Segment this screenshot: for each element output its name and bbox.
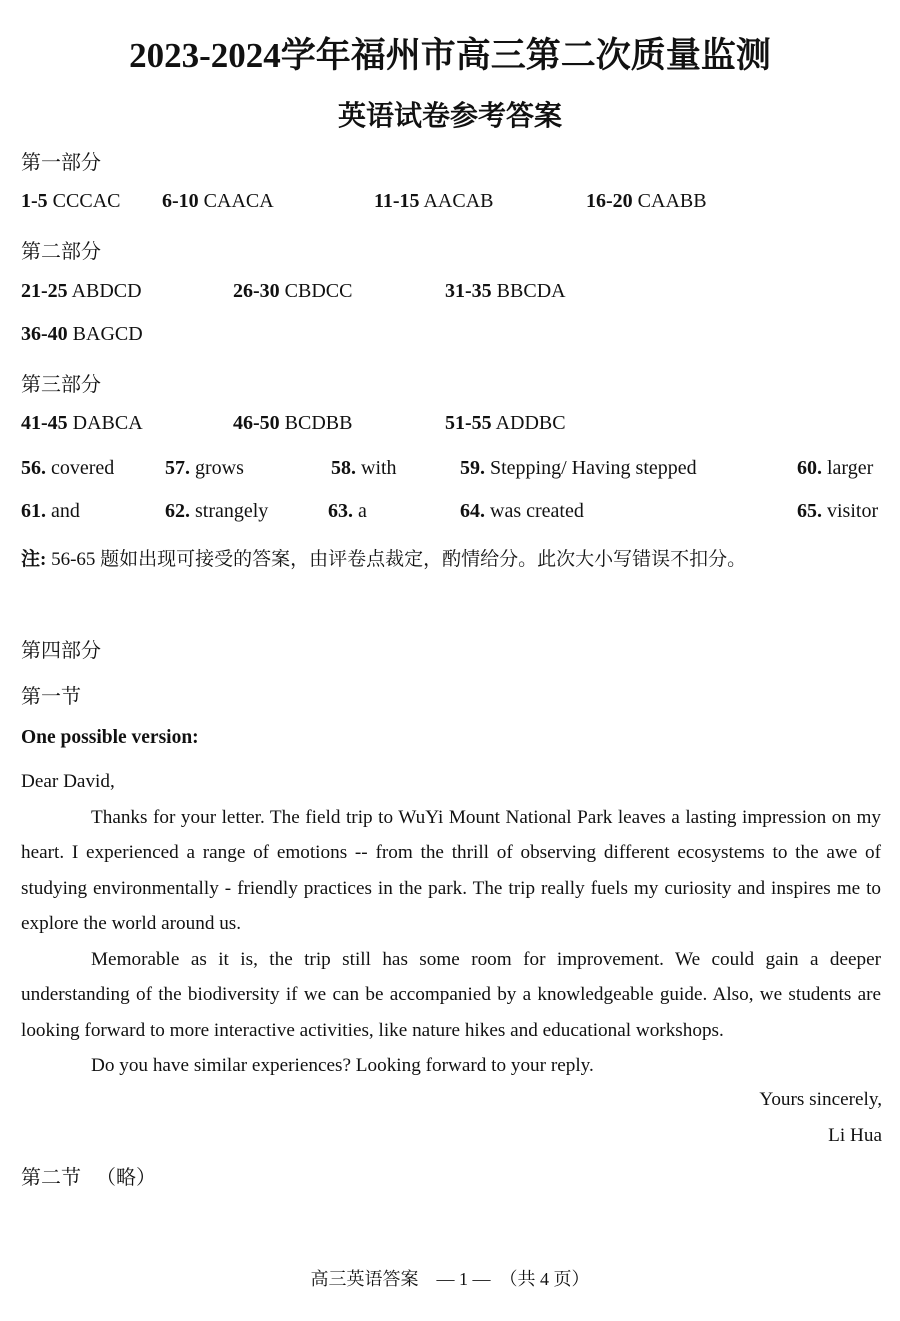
part4-heading: 第四部分 bbox=[21, 640, 101, 662]
answer-item: 41-45 DABCA bbox=[21, 412, 143, 434]
fill-answer: 62. strangely bbox=[165, 500, 269, 522]
part2-heading: 第二部分 bbox=[21, 241, 101, 263]
answer-item: 36-40 BAGCD bbox=[21, 323, 143, 345]
fill-answer: 56. covered bbox=[21, 457, 115, 479]
letter-paragraph: Memorable as it is, the trip still has some room for improvement. We could gain a deeper understanding of the biodiversity if we can be accompanied by a knowledgeable guide. Also, we students are looking forward to more interactive activities, like nature hikes and educational workshops. bbox=[21, 948, 881, 1041]
version-label: One possible version: bbox=[21, 727, 199, 748]
fill-answer: 65. visitor bbox=[797, 500, 879, 522]
letter-closing: Yours sincerely, bbox=[759, 1089, 882, 1110]
fill-answer: 61. and bbox=[21, 500, 80, 522]
section2-heading: 第二节 （略） bbox=[21, 1167, 156, 1189]
answer-item: 51-55 ADDBC bbox=[445, 412, 566, 434]
letter-salutation: Dear David, bbox=[21, 771, 115, 792]
page-subtitle: 英语试卷参考答案 bbox=[337, 101, 562, 132]
letter-paragraph: Thanks for your letter. The field trip to WuYi Mount National Park leaves a lasting impression on my heart. I experienced a range of emotions -- from the thrill of observing different ecosystems to the awe of studying environmentally - friendly practices in the park. The trip really fuels my curiosity and inspires me to explore the world around us. bbox=[21, 806, 881, 934]
answer-item: 11-15 AACAB bbox=[374, 190, 494, 212]
answer-item: 1-5 CCCAC bbox=[21, 190, 121, 212]
fill-answer: 57. grows bbox=[165, 457, 244, 479]
answer-item: 31-35 BBCDA bbox=[445, 280, 566, 302]
fill-answer: 60. larger bbox=[797, 457, 874, 479]
answer-item: 26-30 CBDCC bbox=[233, 280, 353, 302]
letter-signature: Li Hua bbox=[828, 1125, 882, 1146]
fill-answer: 58. with bbox=[331, 457, 397, 479]
part1-heading: 第一部分 bbox=[21, 152, 101, 174]
page-footer: 高三英语答案 — 1 — （共 4 页） bbox=[310, 1269, 590, 1289]
answer-item: 46-50 BCDBB bbox=[233, 412, 353, 434]
answer-item: 16-20 CAABB bbox=[586, 190, 707, 212]
fill-answer: 59. Stepping/ Having stepped bbox=[460, 457, 697, 479]
fill-answer: 63. a bbox=[328, 500, 367, 522]
page-title: 2023-2024学年福州市高三第二次质量监测 bbox=[129, 36, 771, 75]
answer-item: 6-10 CAACA bbox=[162, 190, 274, 212]
answer-item: 21-25 ABDCD bbox=[21, 280, 142, 302]
part3-heading: 第三部分 bbox=[21, 374, 101, 396]
scoring-note: 注: 56-65 题如出现可接受的答案，由评卷点裁定，酌情给分。此次大小写错误不扣分。 bbox=[21, 549, 747, 570]
fill-answer: 64. was created bbox=[460, 500, 584, 522]
letter-paragraph: Do you have similar experiences? Looking forward to your reply. bbox=[91, 1055, 594, 1076]
sample-letter bbox=[21, 764, 881, 1084]
section1-heading: 第一节 bbox=[21, 686, 81, 708]
